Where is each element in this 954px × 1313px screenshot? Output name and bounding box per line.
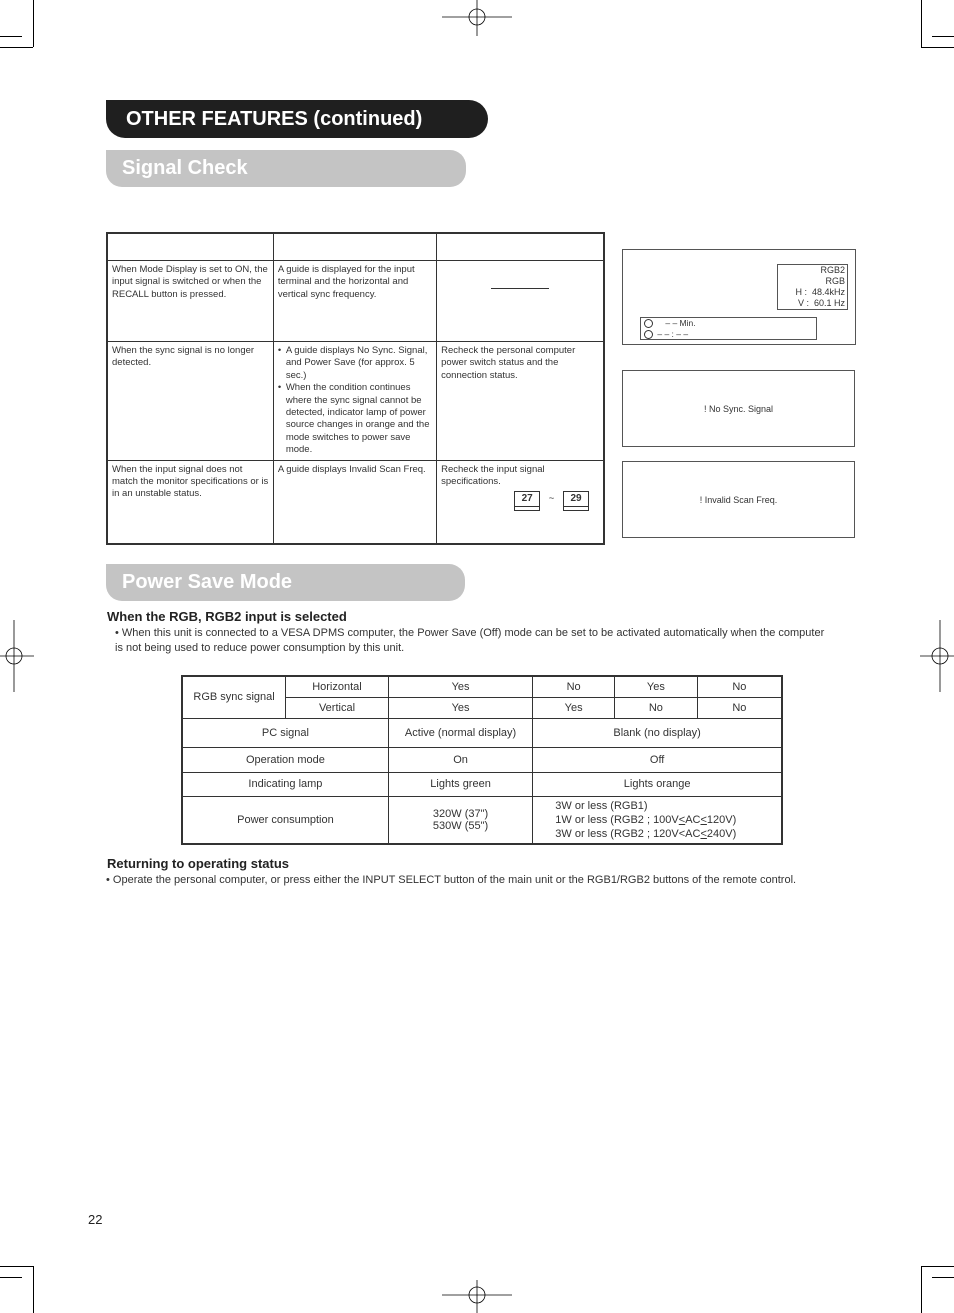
table-cell: Active (normal display) <box>388 718 532 747</box>
screen-mode-display <box>622 249 856 345</box>
registration-mark-top <box>442 0 512 36</box>
timer-icon <box>644 319 653 328</box>
page-reference: 27 ~ 29 <box>441 491 599 507</box>
table-cell: Off <box>533 747 782 772</box>
main-title: OTHER FEATURES (continued) <box>106 100 488 138</box>
table-cell: 3W or less (RGB1) 1W or less (RGB2 ; 100V<AC<120V) 3W or less (RGB2 ; 120V<AC<240V) <box>533 796 782 844</box>
table-cell: Blank (no display) <box>533 718 782 747</box>
signal-info-box: RGB2 RGB H : 48.4kHz V : 60.1 Hz <box>777 264 848 310</box>
horizontal-label-cell: Horizontal <box>286 676 389 697</box>
crop-mark <box>921 0 922 47</box>
table-cell: No <box>533 676 615 697</box>
table-cell: Yes <box>388 697 532 718</box>
crop-mark <box>33 1266 34 1313</box>
vertical-label-cell: Vertical <box>286 697 389 718</box>
table-header-row <box>107 233 604 261</box>
display-list <box>278 345 432 457</box>
condition-cell: When the sync signal is no longer detected. <box>107 342 273 461</box>
table-cell: Yes <box>615 676 698 697</box>
table-row <box>182 747 782 772</box>
header-cell <box>437 233 604 261</box>
screen-no-sync: ! No Sync. Signal <box>622 370 855 447</box>
table-cell: Yes <box>388 676 532 697</box>
divider <box>491 288 549 289</box>
row-label-cell: Indicating lamp <box>182 772 388 796</box>
signal-check-table <box>106 232 605 545</box>
power-save-table <box>181 675 783 845</box>
paragraph-dpms: • When this unit is connected to a VESA DPMS computer, the Power Save (Off) mode can be set to be activated automatically when the computer is not being used to reduce power consumption by this unit. <box>115 627 825 654</box>
crop-mark <box>921 47 954 48</box>
subheading-returning: Returning to operating status <box>107 856 289 871</box>
clock-icon <box>644 330 653 339</box>
list-item: • When the condition continues where the sync signal cannot be detected, indicator lamp of power source changes in orange and the mode switches to power save mode. <box>286 382 432 456</box>
crop-mark <box>932 36 954 37</box>
display-cell <box>273 342 436 461</box>
action-cell: Recheck the personal computer power switch status and the connection status. <box>437 342 604 461</box>
table-cell: 320W (37") 530W (55") <box>388 796 532 844</box>
timer-box: – – Min. – – : – – <box>640 317 817 340</box>
header-cell <box>273 233 436 261</box>
crop-mark <box>33 0 34 47</box>
table-cell: Yes <box>533 697 615 718</box>
crop-mark <box>0 1277 22 1278</box>
table-cell: No <box>615 697 698 718</box>
row-label-cell: Operation mode <box>182 747 388 772</box>
table-cell: Lights orange <box>533 772 782 796</box>
registration-mark-right <box>920 620 954 692</box>
table-row <box>107 261 604 342</box>
display-cell: A guide is displayed for the input terminal and the horizontal and vertical sync frequency. <box>273 261 436 342</box>
table-cell: On <box>388 747 532 772</box>
crop-mark <box>921 1266 954 1267</box>
crop-mark <box>0 47 33 48</box>
paragraph-returning: • Operate the personal computer, or press either the INPUT SELECT button of the main unit or the RGB1/RGB2 buttons of the remote control. <box>106 874 797 886</box>
page-ref-icon: 29 <box>563 491 589 507</box>
crop-mark <box>0 36 22 37</box>
subheading-rgb-input: When the RGB, RGB2 input is selected <box>107 609 347 624</box>
registration-mark-left <box>0 620 34 692</box>
screen-invalid-scan: ! Invalid Scan Freq. <box>622 461 855 538</box>
section-title-signal-check: Signal Check <box>106 150 466 187</box>
crop-mark <box>0 1266 33 1267</box>
display-cell: A guide displays Invalid Scan Freq. <box>273 460 436 544</box>
list-item: • A guide displays No Sync. Signal, and Power Save (for approx. 5 sec.) <box>286 345 432 382</box>
condition-cell: When Mode Display is set to ON, the input signal is switched or when the RECALL button is pressed. <box>107 261 273 342</box>
table-row <box>107 460 604 544</box>
registration-mark-bottom <box>442 1280 512 1313</box>
row-label-cell: PC signal <box>182 718 388 747</box>
table-row <box>107 342 604 461</box>
crop-mark <box>921 1266 922 1313</box>
table-cell: Lights green <box>388 772 532 796</box>
action-cell <box>437 261 604 342</box>
condition-cell: When the input signal does not match the monitor specifications or is in an unstable status. <box>107 460 273 544</box>
page-ref-icon: 27 <box>514 491 540 507</box>
table-cell: No <box>697 697 782 718</box>
table-row <box>182 772 782 796</box>
page-number: 22 <box>88 1212 103 1227</box>
table-row <box>182 718 782 747</box>
action-cell: Recheck the input signal specifications. 27 ~ 29 <box>437 460 604 544</box>
sync-label-cell: RGB sync signal <box>182 676 286 718</box>
section-title-power-save: Power Save Mode <box>106 564 465 601</box>
row-label-cell: Power consumption <box>182 796 388 844</box>
table-cell: No <box>697 676 782 697</box>
header-cell <box>107 233 273 261</box>
table-row <box>182 796 782 844</box>
table-row <box>182 676 782 697</box>
crop-mark <box>932 1277 954 1278</box>
